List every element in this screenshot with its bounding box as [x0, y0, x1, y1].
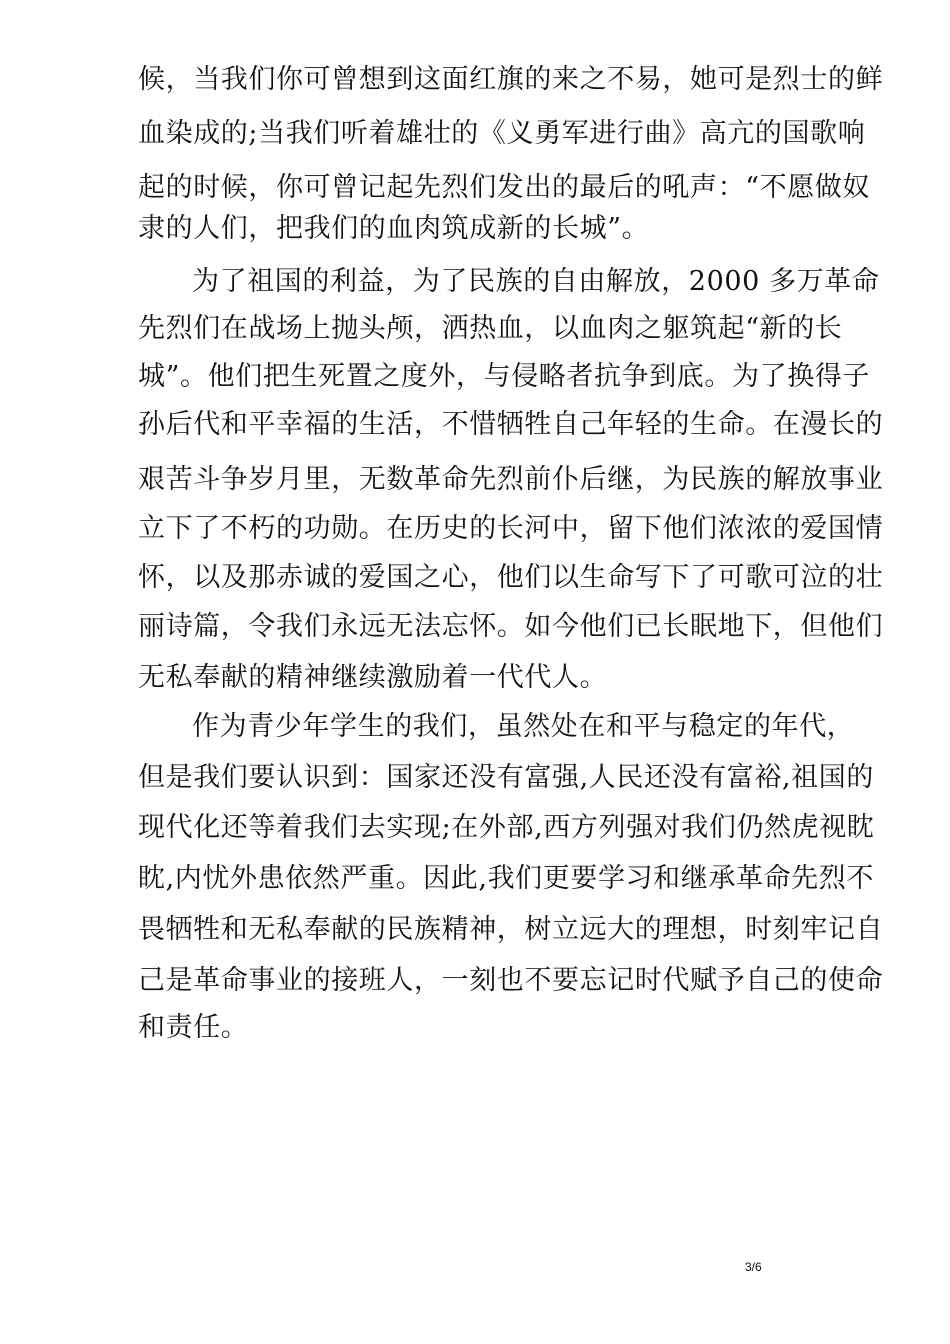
text-line: 眈,内忧外患依然严重。因此,我们更要学习和继承革命先烈不	[138, 863, 874, 894]
text-line: 血染成的;当我们听着雄壮的《义勇军进行曲》高亢的国歌响	[138, 118, 866, 149]
text-line: 但是我们要认识到：国家还没有富强,人民还没有富裕,祖国的	[138, 762, 874, 793]
text-line: 艰苦斗争岁月里，无数革命先烈前仆后继，为民族的解放事业	[138, 464, 884, 495]
text-line: 先烈们在战场上抛头颅，洒热血，以血肉之躯筑起“新的长	[138, 313, 843, 344]
text-line: 现代化还等着我们去实现;在外部,西方列强对我们仍然虎视眈	[138, 812, 875, 843]
text-line: 畏牺牲和无私奉献的民族精神，树立远大的理想，时刻牢记自	[138, 914, 884, 945]
text-line: 己是革命事业的接班人，一刻也不要忘记时代赋予自己的使命	[138, 965, 884, 996]
text-line: 起的时候，你可曾记起先烈们发出的最后的吼声：“不愿做奴	[138, 172, 871, 203]
text-line: 城”。他们把生死置之度外，与侵略者抗争到底。为了换得子	[138, 361, 871, 392]
text-line: 隶的人们，把我们的血肉筑成新的长城”。	[138, 213, 650, 244]
text-line: 立下了不朽的功勋。在历史的长河中，留下他们浓浓的爱国情	[138, 513, 884, 544]
text-line: 无私奉献的精神继续激励着一代代人。	[138, 662, 608, 693]
text-line: 怀，以及那赤诚的爱国之心，他们以生命写下了可歌可泣的壮	[138, 562, 884, 593]
page-number: 3/6	[745, 1260, 762, 1274]
text-line: 候，当我们你可曾想到这面红旗的来之不易，她可是烈士的鲜	[138, 64, 884, 95]
paragraph-first-line: 作为青少年学生的我们，虽然处在和平与稳定的年代，	[192, 711, 855, 742]
text-line: 和责任。	[138, 1012, 249, 1043]
paragraph-first-line: 为了祖国的利益，为了民族的自由解放，2000 多万革命	[192, 266, 880, 297]
text-line: 孙后代和平幸福的生活，不惜牺牲自己年轻的生命。在漫长的	[138, 409, 884, 440]
text-line: 丽诗篇，令我们永远无法忘怀。如今他们已长眠地下，但他们	[138, 611, 884, 642]
